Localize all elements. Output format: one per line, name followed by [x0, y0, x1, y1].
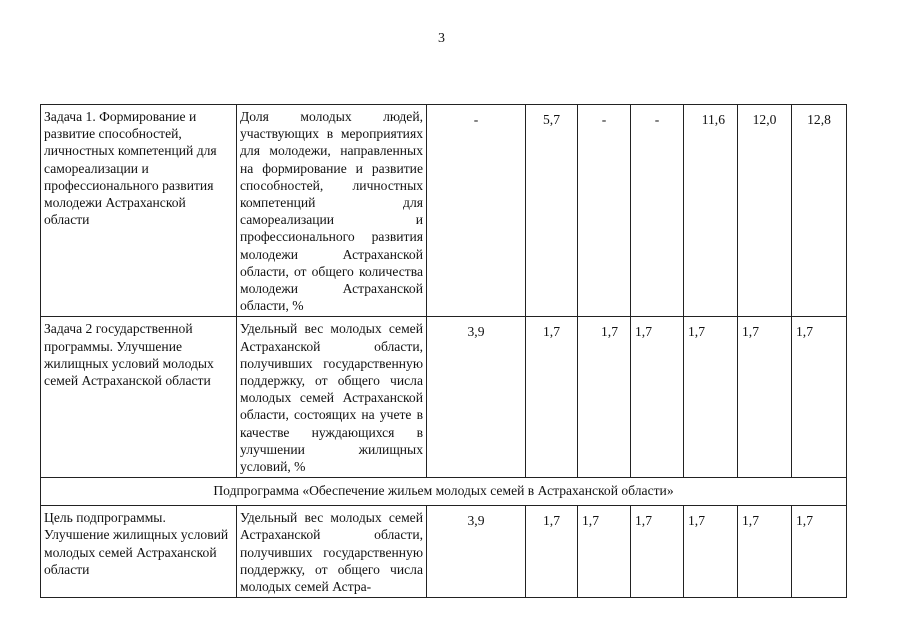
value-cell: 1,7 [631, 317, 684, 478]
value-cell: 1,7 [684, 317, 738, 478]
table-row [41, 105, 847, 317]
indicator-cell: Удельный вес молодых семей Астраханской области, получивших государственную поддержку, от общего числа молодых семей Астра- [237, 506, 427, 598]
value-cell: 1,7 [631, 506, 684, 598]
task-cell: Задача 1. Формирование и развитие способностей, личностных компетенций для самореализации и профессионального развития молодежи Астраханской области [41, 105, 237, 317]
value-cell: 3,9 [427, 506, 526, 598]
indicator-cell: Удельный вес молодых семей Астраханской области, получивших государственную поддержку, от общего числа молодых семей Астраханской области, состоящих на учете в качестве нуждающихся в улучшении жилищных условий, % [237, 317, 427, 478]
table-row [41, 317, 847, 478]
subprogram-title: Подпрограмма «Обеспечение жильем молодых семей в Астраханской области» [41, 478, 847, 506]
value-cell: 12,8 [792, 105, 847, 317]
value-cell: 1,7 [578, 506, 631, 598]
value-cell: 1,7 [738, 506, 792, 598]
value-cell: 1,7 [792, 317, 847, 478]
value-cell: 5,7 [526, 105, 578, 317]
value-cell: 1,7 [738, 317, 792, 478]
value-cell: 1,7 [684, 506, 738, 598]
table-row [41, 506, 847, 598]
indicators-table [40, 104, 847, 598]
value-cell: 3,9 [427, 317, 526, 478]
value-cell: - [427, 105, 526, 317]
value-cell: 1,7 [792, 506, 847, 598]
value-cell: 1,7 [526, 506, 578, 598]
value-cell: 11,6 [684, 105, 738, 317]
task-cell: Цель подпрограммы. Улучшение жилищных условий молодых семей Астраханской области [41, 506, 237, 598]
task-cell: Задача 2 государственной программы. Улучшение жилищных условий молодых семей Астраханской области [41, 317, 237, 478]
value-cell: - [631, 105, 684, 317]
value-cell: 12,0 [738, 105, 792, 317]
value-cell: - [578, 105, 631, 317]
value-cell: 1,7 [526, 317, 578, 478]
section-row [41, 478, 847, 506]
value-cell: 1,7 [578, 317, 631, 478]
page-number: 3 [438, 31, 445, 46]
indicator-cell: Доля молодых людей, участвующих в мероприятиях для молодежи, направленных на формирование и развитие способностей, личностных компетенций для самореализации и профессионального развития молодежи Астраханской области, от общего количества молодежи Астраханской области, % [237, 105, 427, 317]
